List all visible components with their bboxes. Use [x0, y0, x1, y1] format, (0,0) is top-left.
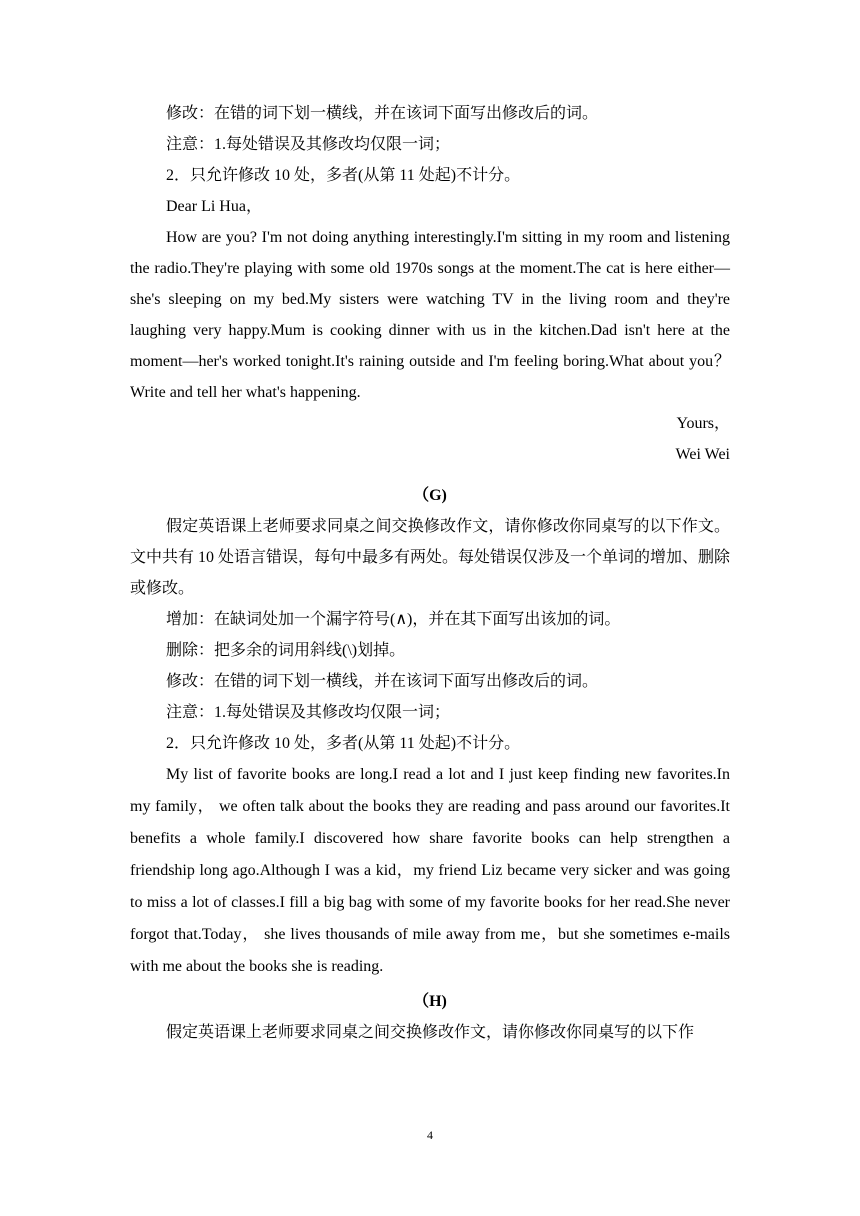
f-note-1: 注意：1.每处错误及其修改均仅限一词；: [166, 136, 451, 153]
g-note-2: 2．只允许修改 10 处，多者(从第 11 处起)不计分。: [166, 735, 521, 752]
document-page: [130, 98, 730, 1048]
section-h-intro: 假定英语课上老师要求同桌之间交换修改作文，请你修改你同桌写的以下作: [166, 1024, 695, 1041]
letter-salutation: Dear Li Hua，: [166, 198, 262, 215]
section-g-heading: （G): [413, 487, 447, 504]
g-instruction-modify: 修改：在错的词下划一横线，并在该词下面写出修改后的词。: [166, 673, 599, 690]
letter-body: How are you? I'm not doing anything interestingly.I'm sitting in my room and listening the radio.They're playing with some old 1970s songs at the moment.The cat is here either—she's sleeping on my bed.My sisters were watching TV in the living room and they're laughing very happy.Mum is cooking dinner with us in the kitchen.Dad isn't here at the moment—her's worked tonight.It's raining outside and I'm feeling boring.What about you？Write and tell her what's happening.: [130, 229, 730, 401]
g-note-1: 注意：1.每处错误及其修改均仅限一词；: [166, 704, 451, 721]
section-h-heading: （H): [413, 993, 447, 1010]
page-number: 4: [427, 1128, 433, 1142]
section-g-intro: 假定英语课上老师要求同桌之间交换修改作文，请你修改你同桌写的以下作文。文中共有 10 处语言错误，每句中最多有两处。每处错误仅涉及一个单词的增加、删除或修改。: [130, 518, 731, 597]
f-note-2: 2．只允许修改 10 处，多者(从第 11 处起)不计分。: [166, 167, 521, 184]
section-g-passage: My list of favorite books are long.I read a lot and I just keep finding new favorites.In my family， we often talk about the books they are reading and pass around our favorites.It benefits a whole family.I discovered how share favorite books can help strengthen a friendship long ago.Although I was a kid，my friend Liz became very sicker and was going to miss a lot of classes.I fill a big bag with some of my favorite books for her read.She never forgot that.Today， she lives thousands of mile away from me，but she sometimes e-mails with me about the books she is reading.: [130, 766, 730, 975]
spacer: [130, 470, 730, 480]
g-instruction-add: 增加：在缺词处加一个漏字符号(∧)，并在其下面写出该加的词。: [166, 611, 621, 628]
f-instruction-modify: 修改：在错的词下划一横线，并在该词下面写出修改后的词。: [166, 105, 599, 122]
letter-signature: Wei Wei: [675, 446, 730, 463]
letter-closing: Yours，: [676, 415, 730, 432]
g-instruction-delete: 删除：把多余的词用斜线(\)划掉。: [166, 642, 406, 659]
